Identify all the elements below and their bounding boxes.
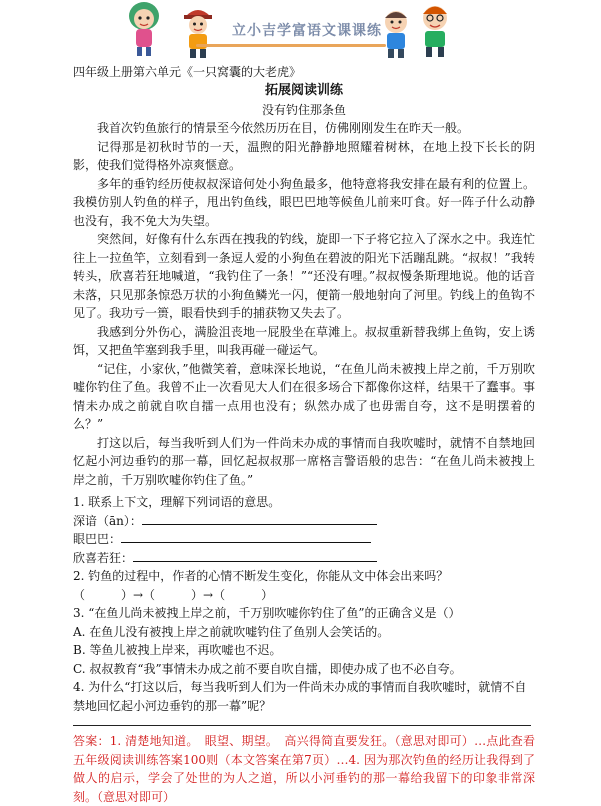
banner-title: 立小吉学富语文课课练 (232, 23, 382, 39)
question-3: 3. “在鱼儿尚未被拽上岸之前，千万别吹嘘你钓住了鱼”的正确含义是（） (73, 606, 461, 620)
question-1-term: 欣喜若狂： (73, 550, 134, 565)
answer-divider (73, 725, 531, 726)
header-banner (0, 0, 601, 70)
answer-key: 答案：1. 清楚地知道。 眼望、期望。 高兴得简直要发狂。（意思对即可）…点此查看五年级阅读训练答案100则（本文答案在第7页）…4. 因为那次钓鱼的经历让我得到了做人的启示，学会了处世的为人之道，所以小河垂钓的那一幕给我留下的印象非常深刻。（意思对即可） (73, 734, 535, 804)
question-3-option[interactable]: A. 在鱼儿没有被拽上岸之前就吹嘘钓住了鱼别人会笑话的。 (73, 624, 390, 639)
cartoon-boy-icon (178, 4, 218, 60)
paragraph: 打这以后，每当我听到人们为一件尚未办成的事情而自我吹嘘时，就情不自禁地回忆起小河边垂钓的那一幕，回忆起叔叔那一席格言警语般的忠告：“在鱼儿尚未被拽上岸之前，千万别吹嘘你钓住了鱼。” (73, 435, 535, 487)
paragraph: 突然间，好像有什么东西在拽我的钓线，旋即一下子将它拉入了深水之中。我连忙往上一拉鱼竿，立刻看到一条逗人爱的小狗鱼在碧波的阳光下活蹦乱跳。“叔叔！”我转转头，欣喜若狂地喊道，“我钓住了一条！”“还没有哩。”叔叔慢条斯理地说。他的话音未落，只见那条惊恐万状的小狗鱼鳞光一闪，便箭一般地射向了河里。钓线上的鱼钩不见了。我功亏一篑，眼看快到手的捕获物又失去了。 (73, 232, 535, 320)
paragraph: 多年的垂钓经历使叔叔深谙何处小狗鱼最多，他特意将我安排在最有利的位置上。我模仿别人钓鱼的样子，甩出钓鱼线，眼巴巴地等候鱼儿前来叮食。好一阵子什么动静也没有，我不免大为失望。 (73, 176, 535, 228)
answer-blank[interactable] (142, 512, 377, 525)
paragraph: “记住，小家伙，”他微笑着，意味深长地说，“在鱼儿尚未被拽上岸之前，千万别吹嘘你钓住了鱼。我曾不止一次看见大人们在很多场合下都像你这样，结果干了蠢事。事情未办成之前就自吹自擂一点用也没有；纵然办成了也毋需自夸，这不是明摆着的么？” (73, 361, 535, 431)
question-1: 1. 联系上下文，理解下列词语的意思。 (73, 495, 281, 509)
header-line: 四年级上册第六单元《一只窝囊的大老虎》 (73, 65, 302, 79)
cartoon-kid-icon (377, 4, 415, 60)
cartoon-boy-glasses-icon (414, 0, 456, 60)
question-3-option[interactable]: B. 等鱼儿被拽上岸来，再吹嘘也不迟。 (73, 643, 282, 657)
question-4: 4. 为什么“打这以后，每当我听到人们为一件尚未办成的事情而自我吹嘘时，就情不自禁地回忆起小河边垂钓的那一幕”呢？ (73, 680, 527, 713)
question-1-item (73, 512, 535, 531)
question-2: 2. 钓鱼的过程中，作者的心情不断发生变化，你能从文中体会出来吗？ (73, 569, 449, 583)
question-2-blanks[interactable]: （ ）→（ ）→（ ） (73, 587, 274, 602)
question-1-item (73, 530, 535, 549)
answer-blank[interactable] (133, 549, 377, 562)
page-title: 拓展阅读训练 (264, 83, 343, 98)
document-body (73, 63, 535, 806)
story-title: 没有钓住那条鱼 (261, 102, 346, 117)
banner-divider (196, 44, 386, 47)
question-1-term: 眼巴巴： (73, 532, 122, 546)
paragraph: 记得那是初秋时节的一天，温煦的阳光静静地照耀着树林，在地上投下长长的阴影，使我们觉得格外凉爽惬意。 (73, 139, 535, 172)
question-3-option[interactable]: C. 叔叔教育“我”事情未办成之前不要自吹自擂，即使办成了也不必自夸。 (73, 661, 462, 676)
paragraph: 我感到分外伤心，满脸沮丧地一屁股坐在草滩上。叔叔重新替我绑上鱼钩，安上诱饵，又把鱼竿塞到我手里，叫我再碰一碰运气。 (73, 324, 535, 357)
answer-blank[interactable] (121, 530, 371, 543)
cartoon-girl-icon (123, 0, 165, 58)
paragraph: 我首次钓鱼旅行的情景至今依然历历在目，仿佛刚刚发生在昨天一般。 (97, 121, 470, 135)
question-1-item (73, 549, 535, 568)
question-1-term: 深谙（ān）： (73, 513, 142, 528)
